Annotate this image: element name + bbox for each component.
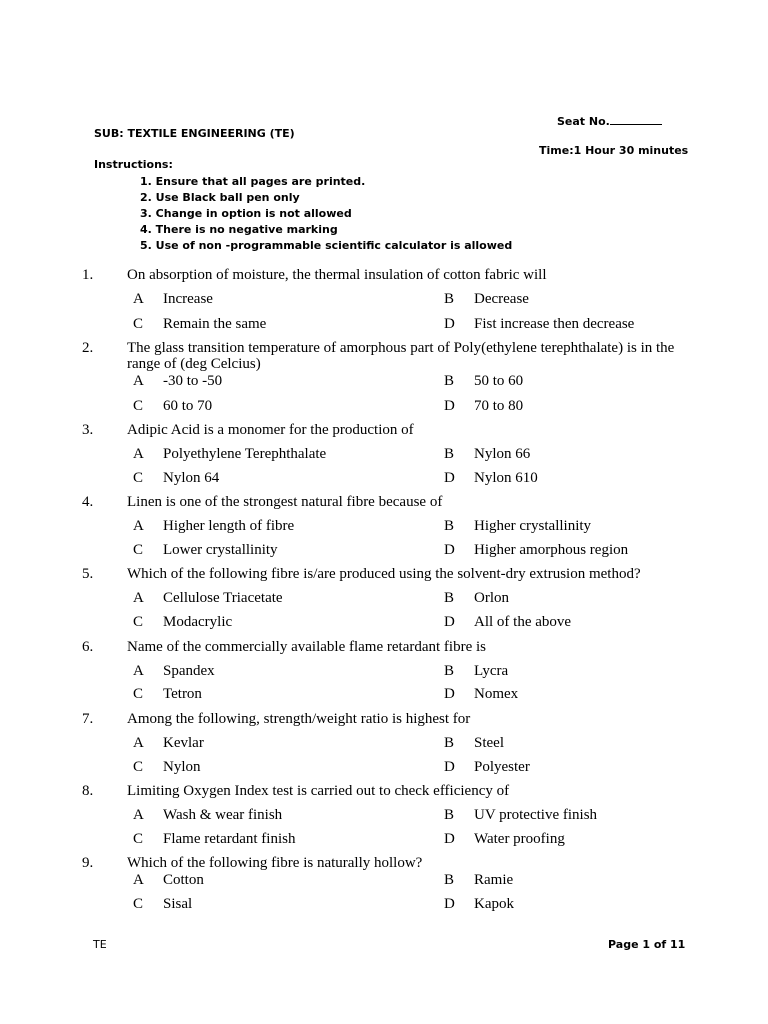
option-label: B: [444, 590, 455, 606]
option-text: Nomex: [474, 686, 519, 702]
option-label: D: [444, 896, 455, 912]
footer-code: TE: [93, 938, 107, 951]
option-label: D: [444, 614, 455, 630]
option-text: 70 to 80: [474, 398, 524, 414]
option-text: Nylon 64: [163, 470, 220, 486]
option-text: Tetron: [163, 686, 202, 702]
option-label: B: [444, 872, 455, 888]
option-label: D: [444, 831, 455, 847]
option-text: All of the above: [474, 614, 572, 630]
option-text: Spandex: [163, 663, 215, 679]
option-label: A: [133, 446, 144, 462]
option-label: D: [444, 759, 455, 775]
option-text: 50 to 60: [474, 373, 524, 389]
option-label: B: [444, 735, 455, 751]
option-text: Water proofing: [474, 831, 565, 847]
option-label: A: [133, 518, 144, 534]
question-text: On absorption of moisture, the thermal insulation of cotton fabric will: [127, 267, 547, 283]
option-label: B: [444, 291, 455, 307]
option-text: 60 to 70: [163, 398, 213, 414]
seat-number: [557, 112, 662, 128]
question-number: 5.: [82, 566, 94, 582]
option-label: A: [133, 663, 144, 679]
instruction-item: 3. Change in option is not allowed: [140, 207, 352, 220]
option-label: B: [444, 807, 455, 823]
option-label: D: [444, 686, 455, 702]
question-text: The glass transition temperature of amorphous part of Poly(ethylene terephthalate) is in the range of (deg Celcius): [127, 340, 675, 372]
question-number: 1.: [82, 267, 94, 283]
option-label: C: [133, 316, 144, 332]
option-label: A: [133, 872, 144, 888]
question-number: 8.: [82, 783, 94, 799]
option-label: C: [133, 831, 144, 847]
option-label: C: [133, 896, 144, 912]
option-text: Cotton: [163, 872, 204, 888]
instructions-list: [140, 174, 512, 254]
option-text: Decrease: [474, 291, 529, 307]
option-text: Nylon 66: [474, 446, 531, 462]
option-label: C: [133, 470, 144, 486]
option-text: Increase: [163, 291, 213, 307]
option-label: A: [133, 735, 144, 751]
option-text: Higher crystallinity: [474, 518, 592, 534]
option-label: A: [133, 590, 144, 606]
question-text: Name of the commercially available flame retardant fibre is: [127, 639, 486, 655]
option-text: Flame retardant finish: [163, 831, 296, 847]
option-text: Polyester: [474, 759, 530, 775]
option-text: Orlon: [474, 590, 509, 606]
option-text: Cellulose Triacetate: [163, 590, 283, 606]
option-text: Higher length of fibre: [163, 518, 295, 534]
option-label: B: [444, 663, 455, 679]
option-label: B: [444, 446, 455, 462]
option-label: B: [444, 373, 455, 389]
option-text: Lycra: [474, 663, 509, 679]
subject-title: SUB: TEXTILE ENGINEERING (TE): [94, 127, 295, 140]
question-text: Which of the following fibre is naturally hollow?: [127, 855, 423, 871]
option-label: C: [133, 686, 144, 702]
question-text: Which of the following fibre is/are produced using the solvent-dry extrusion method?: [127, 566, 641, 582]
question-text: Limiting Oxygen Index test is carried out to check efficiency of: [127, 783, 510, 799]
option-text: Higher amorphous region: [474, 542, 629, 558]
option-text: Modacrylic: [163, 614, 233, 630]
option-label: D: [444, 470, 455, 486]
option-text: Sisal: [163, 896, 193, 912]
option-label: B: [444, 518, 455, 534]
option-label: D: [444, 316, 455, 332]
question-number: 3.: [82, 422, 94, 438]
question-number: 2.: [82, 340, 94, 356]
question-text: Adipic Acid is a monomer for the production of: [127, 422, 414, 438]
instructions-title: Instructions:: [94, 158, 173, 171]
time-duration: Time:1 Hour 30 minutes: [539, 144, 689, 157]
option-label: C: [133, 398, 144, 414]
option-label: A: [133, 807, 144, 823]
option-label: C: [133, 614, 144, 630]
option-label: A: [133, 373, 144, 389]
option-text: Steel: [474, 735, 504, 751]
option-text: Wash & wear finish: [163, 807, 283, 823]
option-text: UV protective finish: [474, 807, 598, 823]
instruction-item: 5. Use of non -programmable scientific calculator is allowed: [140, 239, 513, 252]
question-number: 7.: [82, 711, 94, 727]
option-label: D: [444, 542, 455, 558]
option-label: C: [133, 542, 144, 558]
instruction-item: 2. Use Black ball pen only: [140, 191, 300, 204]
question-number: 4.: [82, 494, 94, 510]
option-text: Nylon: [163, 759, 201, 775]
seat-number-blank: [610, 112, 662, 125]
option-text: Remain the same: [163, 316, 267, 332]
option-text: Nylon 610: [474, 470, 538, 486]
option-text: Lower crystallinity: [163, 542, 278, 558]
question-text: Linen is one of the strongest natural fibre because of: [127, 494, 443, 510]
option-text: -30 to -50: [163, 373, 223, 389]
option-text: Polyethylene Terephthalate: [163, 446, 327, 462]
option-text: Kapok: [474, 896, 514, 912]
instruction-item: 1. Ensure that all pages are printed.: [140, 175, 366, 188]
question-number: 9.: [82, 855, 94, 871]
question-number: 6.: [82, 639, 94, 655]
option-label: A: [133, 291, 144, 307]
option-label: C: [133, 759, 144, 775]
instruction-item: 4. There is no negative marking: [140, 223, 338, 236]
option-text: Fist increase then decrease: [474, 316, 635, 332]
seat-number-label: Seat No.: [557, 115, 610, 128]
question-text: Among the following, strength/weight ratio is highest for: [127, 711, 471, 727]
option-text: Kevlar: [163, 735, 204, 751]
page-number: Page 1 of 11: [608, 938, 686, 951]
option-label: D: [444, 398, 455, 414]
option-text: Ramie: [474, 872, 514, 888]
